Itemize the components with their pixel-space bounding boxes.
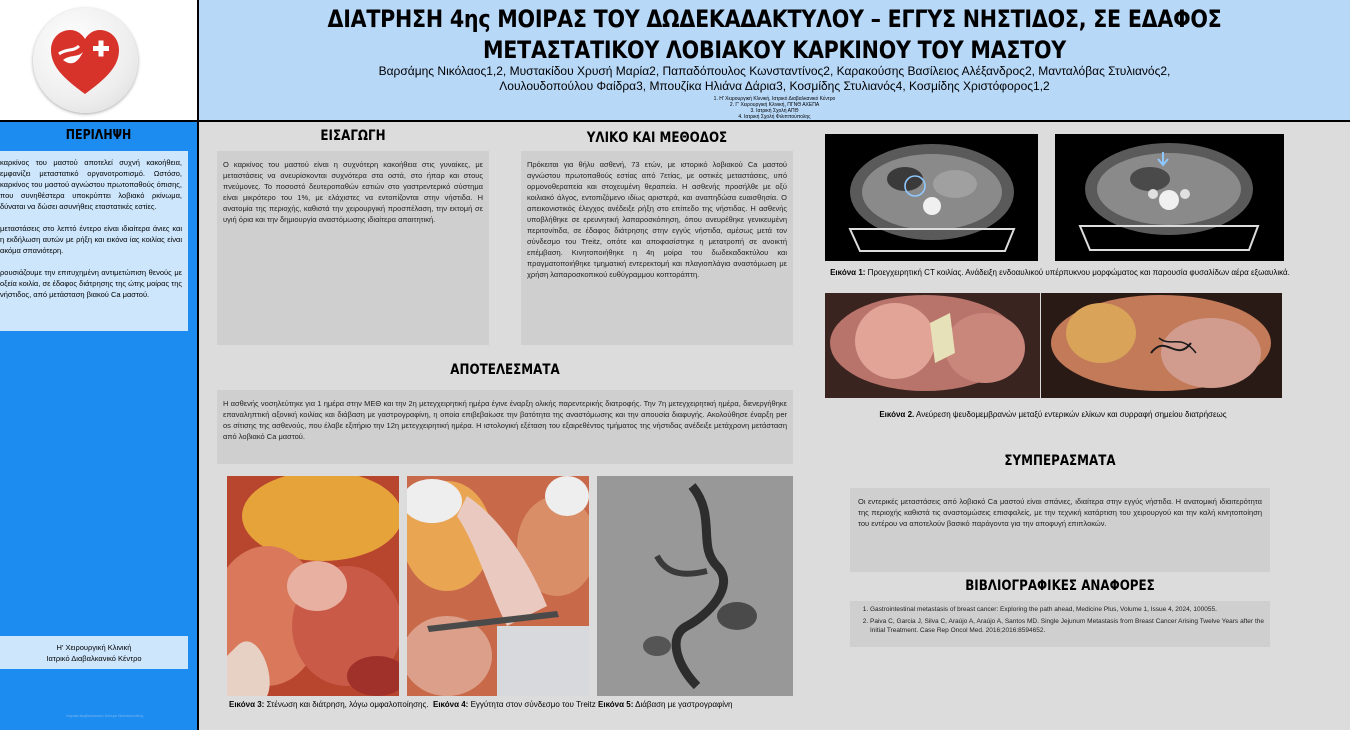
affiliation-3: 3. Ιατρική Σχολή ΑΠΘ: [750, 108, 799, 114]
affiliation-1: 1. Η' Χειρουργική Κλινική, Ιατρικό Διαβαλκανικό Κέντρο: [713, 96, 836, 102]
conclusions-title: ΣΥΜΠΕΡΑΣΜΑΤΑ: [1004, 453, 1116, 469]
intro-text: Ο καρκίνος του μαστού είναι η συχνότερη κακοήθεια στις γυναίκες, με μεταστάσεις να ανευρίσκονται συχνότερα στα οστά, στο ήπαρ και στους πνεύμονες. Το ποσοστό δευτεροπαθών εστιών στο γαστρεντερικό σύστημα είναι μικρότερο του 1%, με ελάχιστες να εντοπίζονται στην νήστιδα. Η ανατομία της περιοχής, καθιστά την χειρουργική προσπέλαση, την εκτομή σε υγιή όρια και την δημιουργία αναστόμωσης ιδιαίτερα απαιτητική.: [217, 151, 489, 345]
laparoscopy-image-1: [825, 293, 1040, 398]
affiliation-2: 2. Γ' Χειρουργική Κλινική, ΠΓΝΘ ΑΧΕΠΑ: [729, 102, 820, 108]
fig1-label: Εικόνα 1:: [830, 268, 866, 277]
fig3-label: Εικόνα 3:: [229, 700, 265, 709]
affiliation-list: [199, 96, 1350, 120]
vertical-divider: [197, 0, 199, 730]
summary-paragraph: ρουσιάζουμε την επιτυχημένη αντιμετώπιση θενούς με οξεία κοιλία, σε έδαφος διάτρησης της ώτης μοίρας της νήστιδος, από μετάσταση βιακού Ca μαστού.: [0, 268, 182, 299]
methods-title: ΥΛΙΚΟ ΚΑΙ ΜΕΘΟΔΟΣ: [586, 130, 728, 146]
fig1-caption: Προεγχειρητική CT κοιλίας. Ανάδειξη ενδοαυλικού υπέρπυκνου μορφώματος και παρουσία φυσαλίδων αέρα εξωαυλικά.: [867, 268, 1290, 277]
laparoscopy-image-2: [1041, 293, 1282, 398]
ct-scan-image-1: [825, 134, 1038, 261]
logo-badge: [33, 8, 138, 113]
surgical-photo-treitz: [407, 476, 589, 696]
fig4-label: Εικόνα 4:: [432, 700, 469, 709]
affiliation-4: 4. Ιατρική Σχολή Φιλιππούπολης: [738, 114, 811, 120]
bottom-figure-captions: [229, 700, 809, 710]
ct-scan-image-2: [1055, 134, 1284, 261]
reference-list: [856, 605, 1264, 635]
results-text: Η ασθενής νοσηλεύτηκε για 1 ημέρα στην ΜΕΘ και την 2η μετεγχειρητική ημέρα έγινε έναρξη ολικής παρεντερικής διατροφής. Την 7η μετεγχειρητική ημέρα, διενεργήθηκε επαναληπτική αξονική κοιλίας και διάβαση με γαστρογραφίνη, η οποία επιβεβαίωσε την βατότητα της αναστόμωσης και την απουσία διαφυγής. Ακολούθησε έναρξη per os σίτισης της ασθενούς, που έλαβε εξιτήριο την 12η μετεγχειρητική ημέρα. Η ιστολογική εξέταση του εξαιρεθέντος τμήματος της νήστιδας ανέδειξε μετάχρονη μετάσταση από λοβιακό Ca μαστού.: [217, 390, 793, 464]
summary-title: ΠΕΡΙΛΗΨΗ: [65, 128, 132, 143]
summary-paragraph: μεταστάσεις στο λεπτό έντερο είναι ιδιαίτερα άνιες και η εκδήλωση αυτών με ρήξη και εικόνα ίας κοιλίας είναι ακόμα σπανιότερη.: [0, 224, 182, 255]
fig1-caption-block: [830, 268, 1290, 278]
summary-paragraph: καρκίνος του μαστού αποτελεί συχνή κακοήθεια, εμφανίζει μεταστατικό οργανοτροπισμό. Ωστόσο, καρκίνος του μαστού αγνώστου πρωτοπαθούς όπισης, που συνηθέστερα υποκρύπτει λοβιακό ρκίνωμα, δύναται να δώσει ασυνήθεις εταστατικές εστίες.: [0, 158, 182, 211]
references-title: ΒΙΒΛΙΟΓΡΑΦΙΚΕΣ ΑΝΑΦΟΡΕΣ: [965, 578, 1155, 594]
poster-header: [199, 0, 1350, 121]
summary-text-box: [0, 151, 188, 331]
surgical-photo-stenosis: [227, 476, 399, 696]
horizontal-divider: [0, 120, 1350, 122]
clinic-line-1: Η' Χειρουργική Κλινική: [56, 643, 132, 652]
fig5-caption: Διάβαση με γαστρογραφίνη: [635, 700, 733, 709]
fig5-label: Εικόνα 5:: [598, 700, 634, 709]
methods-text: Πρόκειται για θήλυ ασθενή, 73 ετών, με ιστορικό λοβιακού Ca μαστού αγνώστου πρωτοπαθούς εστίας από 7ετίας, με οστικές μεταστάσεις, υπό ορμονοθεραπεία και στοχευμένη θεραπεία. Η ασθενής προσήλθε με οξύ κοιλιακό άλγος, εντοπιζόμενο ιδίως αριστερά, και αναπηδώσα ευαισθησία. Ο απεικονιστικός έλεγχος ανέδειξε ρήξη στο επίπεδο της νήστιδας. Η ασθενής υποβλήθηκε σε ερευνητική λαπαροσκόπηση, όπου ανευρέθηκε γενικευμένη περιτονίτιδα, σε έδαφος διάτρησης στην εγγύς νήστιδα, αμέσως μετά τον σύνδεσμο του Treitz, οπότε και αποφασίστηκε η μετατροπή σε ανοικτή επέμβαση. Κινητοποιήθηκε η 4η μοίρα του δωδεκαδακτύλου και πραγματοποιήθηκε τμηματική εντερεκτομή και πλαγιοπλάγια αναστόμωση με χρήση λαπαροσκοπικού ευθύγραμμου κοπτοράπτη.: [521, 151, 793, 345]
reference-item: 1. Gastrointestinal metastasis of breast cancer: Exploring the path ahead, Medicine Plus, Volume 1, Issue 4, 2024, 100055.: [870, 605, 1264, 614]
fig2-label: Εικόνα 2.: [879, 410, 915, 419]
authors-line-1: Βαρσάμης Νικόλαος1,2, Μυστακίδου Χρυσή Μαρία2, Παπαδόπουλος Κωνσταντίνος2, Καρακούσης Βασίλειος Αλέξανδρος2, Μανταλόβας Στυλιανός2,: [378, 64, 1171, 78]
conclusions-text: Οι εντερικές μεταστάσεις από λοβιακό Ca μαστού είναι σπάνιες, ιδιαίτερα στην εγγύς νήστιδα. Η ανατομική ιδιαιτερότητα της περιοχής καθιστά τις αναστομώσεις επισφαλείς, με την τεχνική κατάρτιση του χειρουργού και την καλή κινητοποίηση του εντέρου να αποτελούν βασικό παράγοντα για την αποφυγή επιπλοκών.: [850, 488, 1270, 572]
faint-footnote: Ιατρικό Διαβαλκανικό Κέντρο Θεσσαλονίκης: [66, 713, 144, 718]
clinic-line-2: Ιατρικό Διαβαλκανικό Κέντρο: [46, 654, 142, 663]
clinic-label: [0, 636, 188, 669]
heart-dove-cross-icon: [33, 8, 138, 113]
results-title: ΑΠΟΤΕΛΕΣΜΑΤΑ: [450, 362, 560, 378]
fig2-caption: Ανεύρεση ψευδομεμβρανών μεταξύ εντερικών ελίκων και συρραφή σημείου διατρήσεως: [916, 410, 1227, 419]
reference-item: 2. Paiva C, Garcia J, Silva C, Araújo A, Araújo A, Santos MD. Single Jejunum Metastasis from Breast Cancer Arising Twelve Years after the Initial Treatment. Case Rep Oncol Med. 2016;2016:8594652.: [870, 617, 1264, 635]
fig4-caption: Εγγύτητα στον σύνδεσμο του Treitz: [470, 700, 596, 709]
gastrografin-xray: [597, 476, 793, 696]
references-box: [850, 601, 1270, 647]
author-list: [199, 64, 1350, 94]
poster-title: ΔΙΑΤΡΗΣΗ 4ης ΜΟΙΡΑΣ ΤΟΥ ΔΩΔΕΚΑΔΑΚΤΥΛΟΥ – ΕΓΓΥΣ ΝΗΣΤΙΔΟΣ, ΣΕ ΕΔΑΦΟΣ ΜΕΤΑΣΤΑΤΙΚΟΥ ΛΟΒΙΑΚΟΥ ΚΑΡΚΙΝΟΥ ΤΟΥ ΜΑΣΤΟΥ: [327, 5, 1222, 64]
authors-line-2: Λουλουδοπούλου Φαίδρα3, Μπουζίκα Ηλιάνα Δάρια3, Κοσμίδης Στυλιανός4, Κοσμίδης Χριστόφορος1,2: [499, 79, 1050, 93]
fig2-caption-block: [830, 410, 1276, 420]
fig3-caption: Στένωση και διάτρηση, λόγω ομφαλοποίησης.: [266, 700, 429, 709]
intro-title: ΕΙΣΑΓΩΓΗ: [320, 128, 386, 144]
